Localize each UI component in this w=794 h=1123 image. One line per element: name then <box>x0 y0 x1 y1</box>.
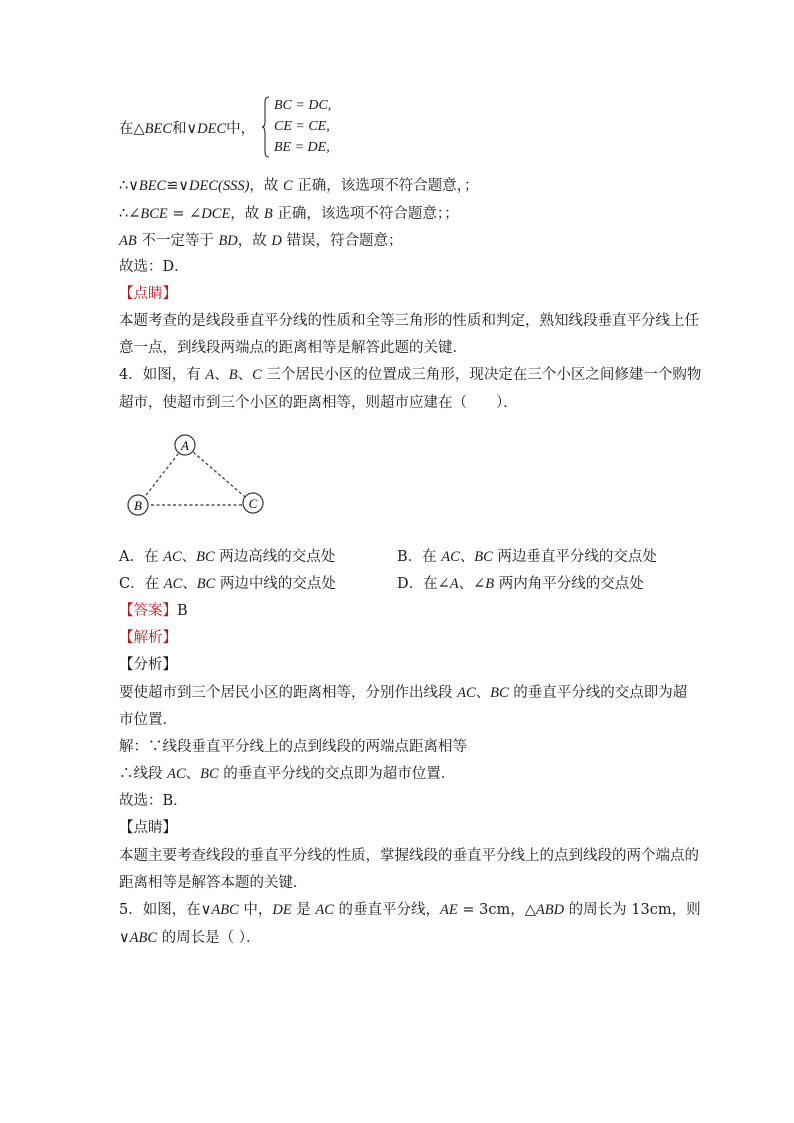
math-var: BCE <box>140 206 168 222</box>
text: 正确，该选项不符合题意，； <box>292 178 479 194</box>
math-var: DEC <box>197 121 227 137</box>
math-var: AC <box>457 685 476 701</box>
math-var: B <box>263 206 273 222</box>
text-line: 解：∵线段垂直平分线上的点到线段的两端点距离相等 <box>119 739 467 755</box>
section-heading: 【点睛】 <box>119 286 177 302</box>
text: ，故 <box>230 206 264 222</box>
section-heading: 【解析】 <box>119 630 177 646</box>
text-line <box>119 231 402 251</box>
math-var: AC <box>441 549 460 565</box>
math-var: (SSS) <box>218 178 250 194</box>
text: 的周长是（ ）． <box>157 930 261 946</box>
text-line: 故选：B． <box>119 793 188 809</box>
text-line: 市位置． <box>119 712 177 728</box>
answer-value: B <box>177 603 188 619</box>
text: 错误，符合题意； <box>281 233 403 249</box>
math-var: AC <box>163 549 182 565</box>
text-line: 本题考查的是线段垂直平分线的性质和全等三角形的性质和判定，熟知线段垂直平分线上任 <box>119 313 699 329</box>
equation-row: CE = CE, <box>274 119 330 134</box>
text: 三个居民小区的位置成三角形，现决定在三个小区之间修建一个购物 <box>261 367 702 383</box>
math-var: A <box>449 576 459 592</box>
text: 中， <box>238 902 273 918</box>
section-heading: 【分析】 <box>119 657 177 673</box>
text-line: 距离相等是解答本题的关键． <box>119 875 308 891</box>
text: 、 <box>214 367 229 383</box>
math-var: DCE <box>201 206 231 222</box>
text: 要使超市到三个居民小区的距离相等，分别作出线段 <box>119 685 458 701</box>
text: 、∠ <box>458 576 486 592</box>
math-var: BC <box>474 549 493 565</box>
math-var: C <box>252 367 262 383</box>
text: 的垂直平分线， <box>333 902 441 918</box>
text-line <box>119 683 687 703</box>
math-var: BC <box>200 766 219 782</box>
text: 、 <box>185 766 201 782</box>
text: 两内角平分线的交点处 <box>494 576 644 592</box>
answer-tag: 【答案】 <box>119 603 177 619</box>
math-var: ABC <box>129 930 158 946</box>
text-line: 超市，使超市到三个小区的距离相等，则超市应建在（ ）． <box>119 395 518 411</box>
math-var: B <box>485 576 495 592</box>
math-var: BEC <box>138 178 167 194</box>
text: 中， <box>226 121 256 137</box>
text: 在△ <box>119 121 145 137</box>
text: 两边垂直平分线的交点处 <box>492 549 657 565</box>
math-var: ABC <box>211 902 239 918</box>
text-line <box>119 176 479 196</box>
option-a <box>119 547 335 567</box>
option-b <box>397 547 657 567</box>
answer-line <box>119 601 188 621</box>
text: 是 <box>291 902 316 918</box>
option-d <box>397 574 644 594</box>
math-var: DE <box>272 902 292 918</box>
text: 4．如图，有 <box>119 367 206 383</box>
edge-ac <box>185 445 252 503</box>
text-line: 意一点，到线段两端点的距离相等是解答此题的关键． <box>119 340 467 356</box>
equation-row: BE = DE, <box>274 140 330 155</box>
text: 和∨ <box>172 121 198 137</box>
math-var: B <box>228 367 238 383</box>
left-brace-icon <box>262 96 270 158</box>
math-var: BD <box>218 233 238 249</box>
text: ，故 <box>237 233 272 249</box>
math-var: D <box>271 233 282 249</box>
text: ∴∠ <box>119 206 141 222</box>
text: 的垂直平分线的交点即为超 <box>508 685 688 701</box>
math-var: AB <box>119 233 137 249</box>
edge-ab <box>140 445 185 503</box>
text: 不一定等于 <box>136 233 219 249</box>
math-var: AC <box>315 902 334 918</box>
text: B．在 <box>397 549 442 565</box>
text: 的垂直平分线的交点即为超市位置． <box>218 766 456 782</box>
vertex-c-label: C <box>248 496 258 511</box>
text-line <box>119 119 255 139</box>
triangle-figure <box>118 428 278 528</box>
text-line <box>119 204 459 224</box>
question-5-text <box>119 900 701 920</box>
math-var: AC <box>167 766 186 782</box>
math-var: AC <box>163 576 183 592</box>
text-line <box>119 764 455 784</box>
section-heading: 【点睛】 <box>119 820 177 836</box>
text: 的周长为 13cm，则 <box>564 902 701 918</box>
text: A．在 <box>119 549 164 565</box>
text: 、 <box>181 549 197 565</box>
text: 、 <box>475 685 491 701</box>
vertex-a-label: A <box>181 438 189 453</box>
text: 两边中线的交点处 <box>215 576 336 592</box>
text-line <box>119 928 260 948</box>
math-var: BC <box>490 685 509 701</box>
text: ∴∨ <box>119 178 139 194</box>
text: = ∠ <box>167 206 202 222</box>
vertex-b-label: B <box>134 498 142 513</box>
equation-system <box>262 96 382 158</box>
text: 、 <box>237 367 253 383</box>
text-line: 故选：D． <box>119 259 189 275</box>
math-var: BC <box>196 576 216 592</box>
equation-row: BC = DC, <box>274 98 332 113</box>
math-var: BEC <box>144 121 173 137</box>
text: 、 <box>459 549 475 565</box>
text: 正确，该选项不符合题意；； <box>272 206 459 222</box>
text-line: 本题主要考查线段的垂直平分线的性质，掌握线段的垂直平分线上的点到线段的两个端点的 <box>119 848 699 864</box>
math-var: A <box>205 367 215 383</box>
text: ∴线段 <box>119 766 168 782</box>
math-var: ABD <box>535 902 565 918</box>
text: ∨ <box>119 930 130 946</box>
text: ，故 <box>249 178 284 194</box>
text: 两边高线的交点处 <box>214 549 336 565</box>
text: 5．如图，在∨ <box>119 902 212 918</box>
text: = 3cm，△ <box>457 902 536 918</box>
text: C．在 <box>119 576 164 592</box>
question-4-text <box>119 365 701 385</box>
math-var: AE <box>440 902 458 918</box>
text: ≌∨ <box>166 178 189 194</box>
math-var: BC <box>196 549 215 565</box>
text: 、 <box>182 576 197 592</box>
math-var: C <box>283 178 293 194</box>
math-var: DEC <box>189 178 218 194</box>
option-c <box>119 574 336 594</box>
text: D．在∠ <box>397 576 450 592</box>
